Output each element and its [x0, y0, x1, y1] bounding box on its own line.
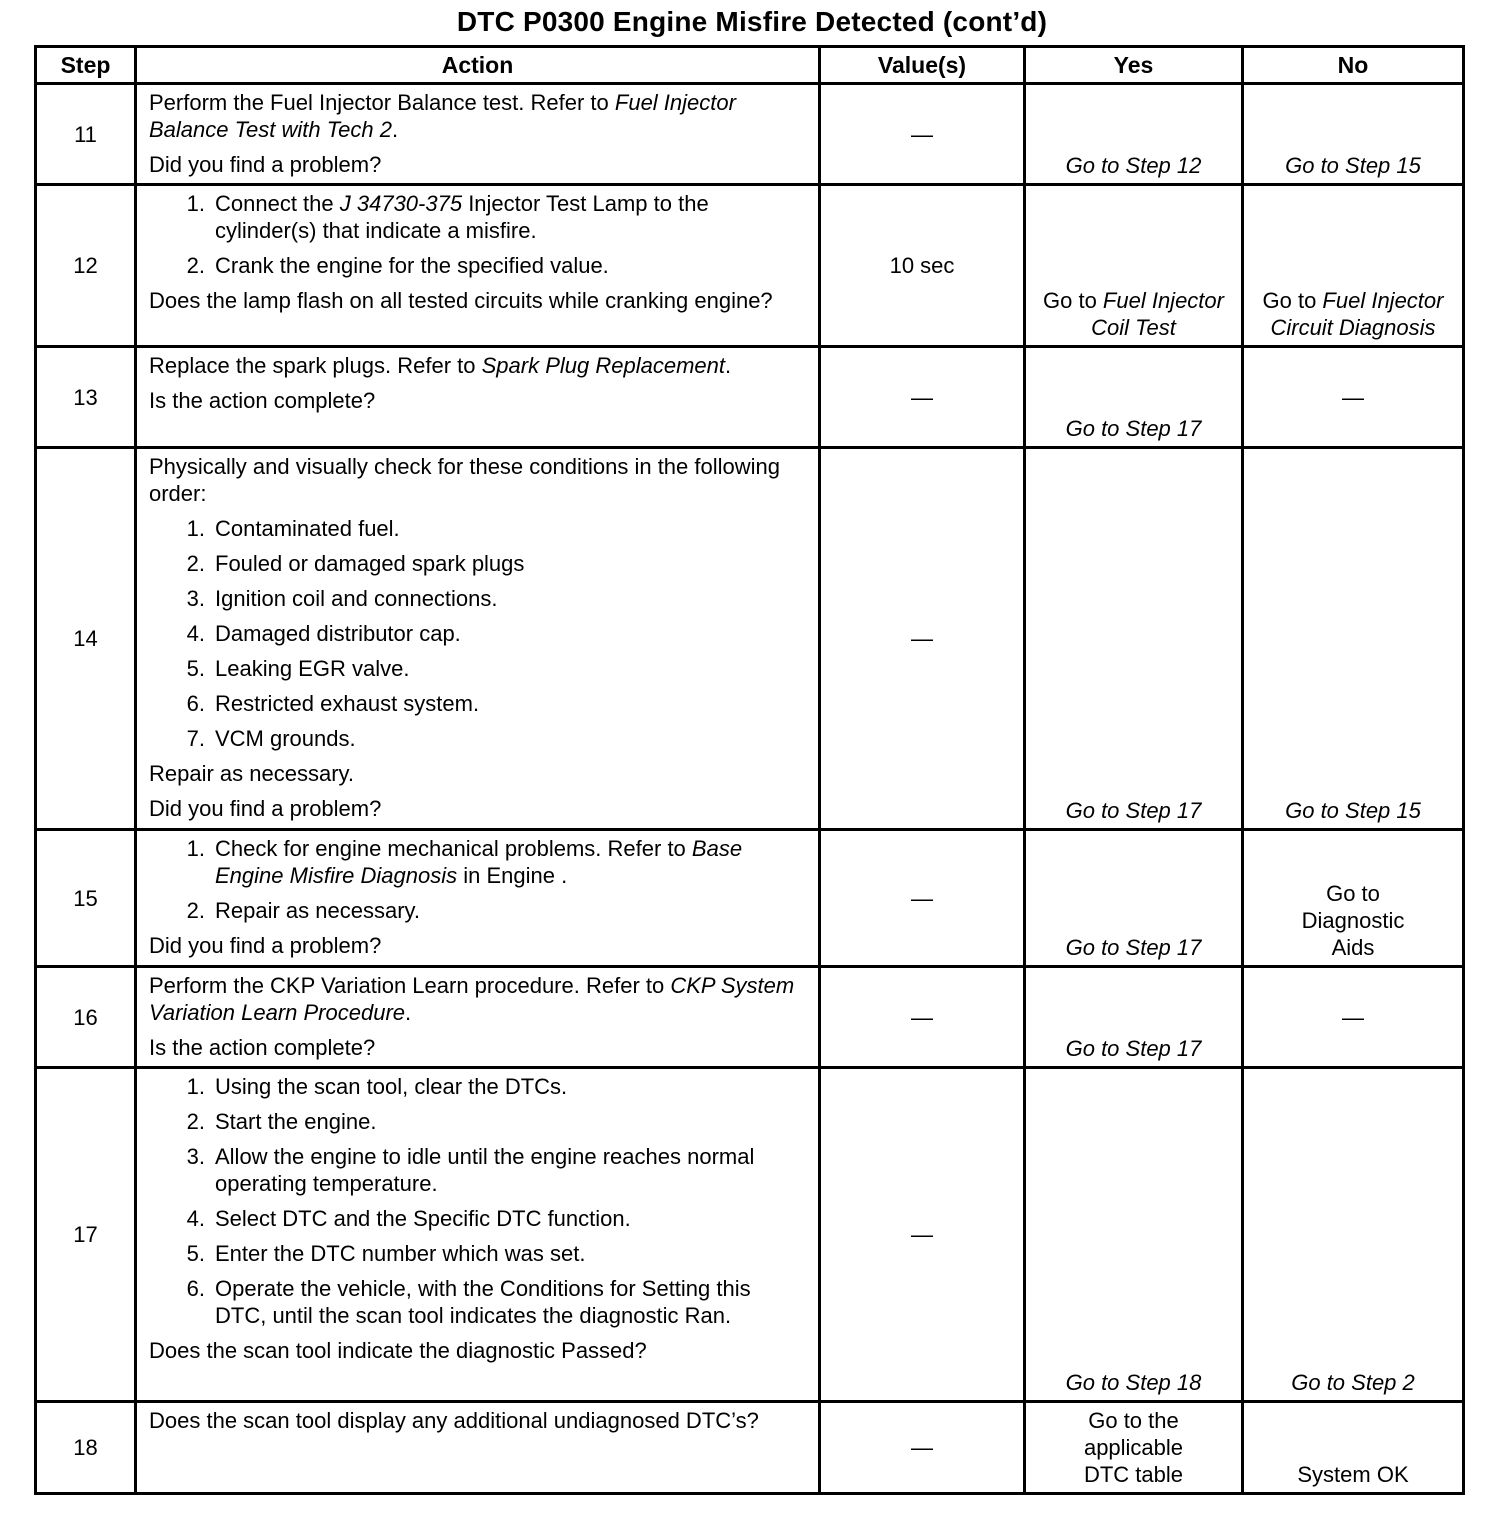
action-text: Perform the Fuel Injector Balance test. Refer to	[149, 90, 615, 115]
yes-result[interactable]: Go to Step 17	[1025, 967, 1243, 1068]
table-row	[36, 1402, 1464, 1494]
action-cell	[136, 1068, 820, 1402]
action-question: Did you find a problem?	[149, 152, 382, 177]
value-cell: —	[820, 830, 1025, 967]
reference-link[interactable]: Spark Plug Replacement	[481, 353, 725, 378]
table-row	[36, 448, 1464, 830]
yes-result[interactable]: Go to Step 17	[1025, 830, 1243, 967]
list-item: 1. Check for engine mechanical problems. Refer to Base Engine Misfire Diagnosis in Engine .	[186, 836, 743, 888]
action-cell	[136, 84, 820, 185]
value-cell: 10 sec	[820, 185, 1025, 347]
no-result[interactable]: Go to Step 2	[1243, 1068, 1464, 1402]
no-result: —	[1243, 347, 1464, 448]
action-cell: Replace the spark plugs. Refer to Spark Plug Replacement. Is the action complete?	[136, 347, 820, 448]
yes-result[interactable]: Go to Fuel Injector Coil Test	[1025, 185, 1243, 347]
yes-result[interactable]: Go to Step 17	[1025, 448, 1243, 830]
list-item: 2. Fouled or damaged spark plugs	[186, 551, 525, 576]
no-result[interactable]: Go to Step 15	[1243, 448, 1464, 830]
value-cell: —	[820, 1068, 1025, 1402]
list-item: 5. Enter the DTC number which was set.	[186, 1241, 586, 1266]
list-item: 3. Ignition coil and connections.	[186, 586, 498, 611]
no-result[interactable]: Go to Diagnostic Aids	[1243, 830, 1464, 967]
action-question: Does the scan tool display any additional undiagnosed DTC’s?	[149, 1408, 759, 1433]
action-cell	[136, 185, 820, 347]
list-item: 7. VCM grounds.	[186, 726, 356, 751]
action-question: Did you find a problem?	[149, 933, 382, 958]
step-number: 17	[36, 1068, 136, 1402]
reference-link[interactable]: Fuel Injector Balance Test with Tech 2	[149, 90, 736, 142]
value-cell: —	[820, 448, 1025, 830]
step-number: 14	[36, 448, 136, 830]
list-item: 1. Contaminated fuel.	[186, 516, 400, 541]
list-item: 2. Repair as necessary.	[186, 898, 421, 923]
header-row	[36, 47, 1464, 84]
step-number: 18	[36, 1402, 136, 1494]
diagnostic-table	[34, 45, 1465, 1495]
action-question: Does the lamp flash on all tested circuits while cranking engine?	[149, 288, 773, 313]
list-item: 6. Restricted exhaust system.	[186, 691, 480, 716]
list-item: 5. Leaking EGR valve.	[186, 656, 410, 681]
table-row	[36, 347, 1464, 448]
table-row	[36, 967, 1464, 1068]
no-result: —	[1243, 967, 1464, 1068]
step-number: 12	[36, 185, 136, 347]
list-item: 1. Using the scan tool, clear the DTCs.	[186, 1074, 568, 1099]
step-number: 15	[36, 830, 136, 967]
page-title: DTC P0300 Engine Misfire Detected (cont’d)	[456, 6, 1048, 37]
action-cell	[136, 830, 820, 967]
list-item: 4. Damaged distributor cap.	[186, 621, 461, 646]
action-cell: Perform the CKP Variation Learn procedure. Refer to CKP System Variation Learn Procedure. Is the action complete?	[136, 967, 820, 1068]
reference-link[interactable]: CKP System Variation Learn Procedure	[149, 973, 795, 1025]
header-no: No	[1243, 47, 1464, 84]
action-text: .	[391, 117, 399, 142]
step-number: 16	[36, 967, 136, 1068]
action-question: Is the action complete?	[149, 388, 376, 413]
table-row	[36, 830, 1464, 967]
yes-result[interactable]: Go to Step 12	[1025, 84, 1243, 185]
value-cell: —	[820, 1402, 1025, 1494]
step-number: 13	[36, 347, 136, 448]
tool-reference: J 34730-375	[339, 191, 463, 216]
action-question: Does the scan tool indicate the diagnostic Passed?	[149, 1338, 647, 1363]
list-item: 3. Allow the engine to idle until the engine reaches normal operating temperature.	[186, 1144, 755, 1196]
list-item: 2. Start the engine.	[186, 1109, 377, 1134]
action-question: Is the action complete?	[149, 1035, 376, 1060]
no-result[interactable]: Go to Step 15	[1243, 84, 1464, 185]
no-result[interactable]: Go to Fuel Injector Circuit Diagnosis	[1243, 185, 1464, 347]
action-note: Repair as necessary.	[149, 761, 355, 786]
action-text: Physically and visually check for these conditions in the following order:	[149, 454, 780, 506]
no-result: System OK	[1243, 1402, 1464, 1494]
header-values: Value(s)	[820, 47, 1025, 84]
action-cell	[136, 448, 820, 830]
action-question: Did you find a problem?	[149, 796, 382, 821]
list-item: 4. Select DTC and the Specific DTC function.	[186, 1206, 631, 1231]
step-number: 11	[36, 84, 136, 185]
list-item: 6. Operate the vehicle, with the Conditions for Setting this DTC, until the scan tool indicates the diagnostic Ran.	[186, 1276, 751, 1328]
header-yes: Yes	[1025, 47, 1243, 84]
table-row	[36, 185, 1464, 347]
value-cell: —	[820, 967, 1025, 1068]
table-row	[36, 84, 1464, 185]
value-cell: —	[820, 347, 1025, 448]
list-item: 2. Crank the engine for the specified value.	[186, 253, 609, 278]
action-cell	[136, 1402, 820, 1494]
reference-link[interactable]: Base Engine Misfire Diagnosis	[215, 836, 743, 888]
yes-result[interactable]: Go to Step 17	[1025, 347, 1243, 448]
header-action: Action	[136, 47, 820, 84]
header-step: Step	[36, 47, 136, 84]
table-row	[36, 1068, 1464, 1402]
list-item: 1. Connect the J 34730-375 Injector Test Lamp to the cylinder(s) that indicate a misfire.	[186, 191, 709, 243]
yes-result[interactable]: Go to the applicable DTC table	[1025, 1402, 1243, 1494]
value-cell: —	[820, 84, 1025, 185]
yes-result[interactable]: Go to Step 18	[1025, 1068, 1243, 1402]
